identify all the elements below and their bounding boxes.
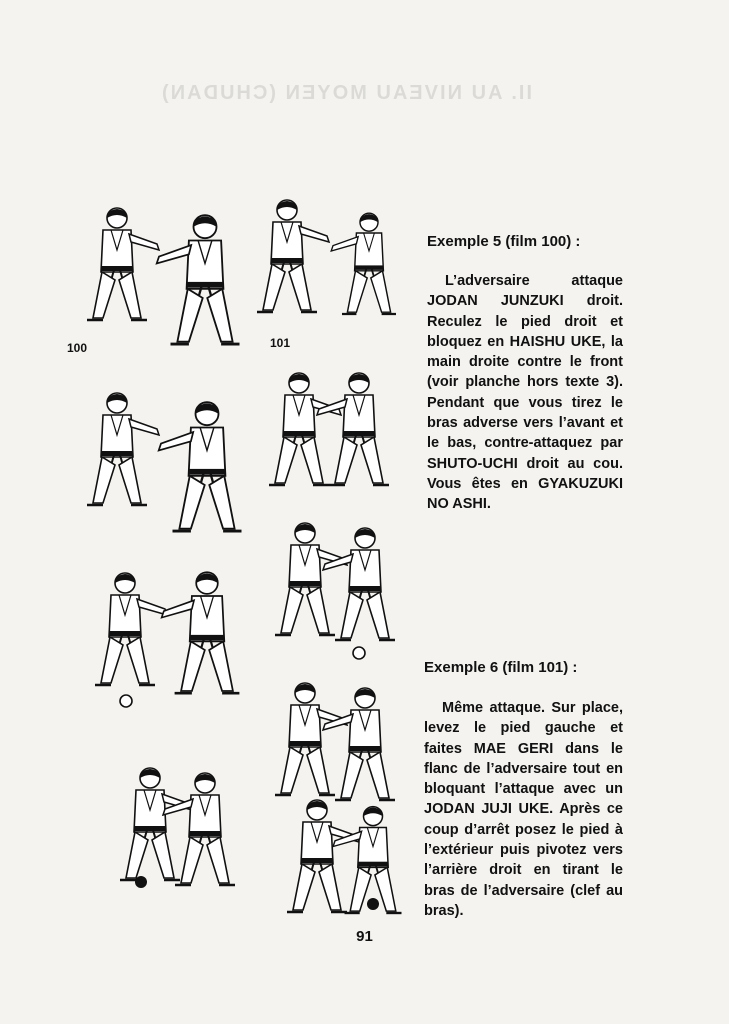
figure-pair-3b xyxy=(323,528,395,640)
figure-pair-4b xyxy=(162,572,240,693)
example-5-text: L’adversaire attaque JODAN JUNZUKI droit. Reculez le pied droit et bloquez en HAISHU UKE, la main droite contre le front (voir planche hors texte 3). Pendant que vous tirez le bras adverse vers l’avant et le bas, contre-attaquez par SHUTO-UCHI droit au cou. Vous êtes en GYAKUZUKI NO ASHI. xyxy=(427,273,623,513)
step-marker-filled xyxy=(367,898,379,910)
figure-pair-1b xyxy=(157,215,240,344)
figure-pair-2b xyxy=(159,402,242,531)
figure-pair-2c xyxy=(269,373,341,485)
figure-pair-6a xyxy=(120,768,192,880)
step-marker-open xyxy=(120,695,132,707)
figure-pair-3a xyxy=(275,523,347,635)
figure-pair-2a xyxy=(87,393,159,505)
step-marker-open xyxy=(353,647,365,659)
mirrored-heading-bleedthrough: II. AU NIVEAU MOYEN (CHUDAN) xyxy=(160,82,532,104)
figure-pair-7a xyxy=(287,800,359,912)
figure-label-101: 101 xyxy=(270,336,291,350)
figure-pair-1c xyxy=(257,200,329,312)
karate-figures-drawing xyxy=(55,160,420,920)
figure-pair-1a xyxy=(87,208,159,320)
example-5-title: Exemple 5 xyxy=(427,233,502,250)
example-6-title: Exemple 6 xyxy=(424,659,499,676)
example-6-text: Même attaque. Sur place, levez le pied gauche et faites MAE GERI dans le flanc de l’adversaire tout en bloquant l’attaque avec un JODAN JUJI UKE. Après ce coup d’arrêt posez le pied à l’extérieur puis pivotez vers l’arrière droit en tirant le bras de l’adversaire (clef au bras). xyxy=(424,700,623,919)
figure-pair-4a xyxy=(95,573,167,685)
figure-pair-1d xyxy=(331,213,396,314)
page-number: 91 xyxy=(356,928,373,945)
example-6-film: (film 101) : xyxy=(502,659,578,676)
figure-pair-7b xyxy=(333,807,401,913)
figure-pair-6b xyxy=(163,773,235,885)
example-6-heading xyxy=(424,659,577,676)
figure-pair-5a xyxy=(275,683,347,795)
step-marker-filled xyxy=(135,876,147,888)
example-5-heading xyxy=(427,233,580,250)
figure-pair-2d xyxy=(317,373,389,485)
karate-illustrations xyxy=(55,160,420,920)
figure-label-100: 100 xyxy=(67,341,88,355)
example-5-film: (film 100) : xyxy=(505,233,581,250)
figure-pair-5b xyxy=(323,688,395,800)
